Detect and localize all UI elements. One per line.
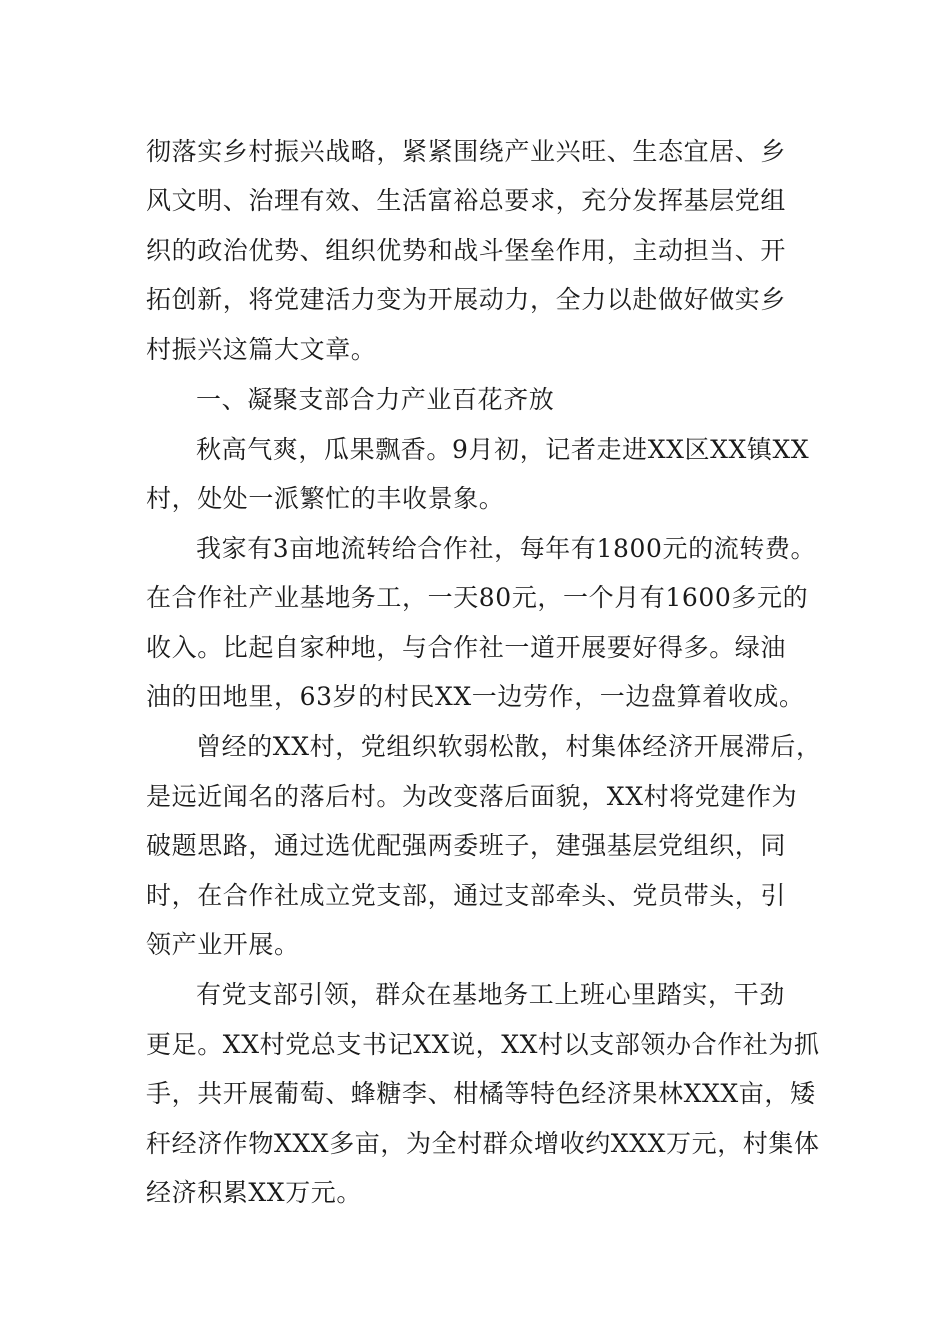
text-line: 织的政治优势、组织优势和战斗堡垒作用，主动担当、开: [146, 236, 787, 265]
text-line: 秋高气爽，瓜果飘香。9月初，记者走进XX区XX镇XX: [196, 435, 810, 464]
text-line: 经济积累XX万元。: [146, 1178, 362, 1207]
text-line: 破题思路，通过选优配强两委班子，建强基层党组织，同: [146, 831, 787, 860]
text-line: 是远近闻名的落后村。为改变落后面貌，XX村将党建作为: [146, 782, 798, 811]
text-line: 油的田地里，63岁的村民XX一边劳作，一边盘算着收成。: [146, 682, 805, 711]
text-line: 村振兴这篇大文章。: [146, 335, 377, 364]
text-line: 曾经的XX村，党组织软弱松散，村集体经济开展滞后，: [196, 732, 822, 761]
text-line: 收入。比起自家种地，与合作社一道开展要好得多。绿油: [146, 633, 787, 662]
text-line: 彻落实乡村振兴战略，紧紧围绕产业兴旺、生态宜居、乡: [146, 137, 787, 166]
text-line: 我家有3亩地流转给合作社，每年有1800元的流转费。: [196, 534, 817, 563]
text-line: 有党支部引领，群众在基地务工上班心里踏实，干劲: [196, 980, 785, 1009]
text-line: 风文明、治理有效、生活富裕总要求，充分发挥基层党组: [146, 186, 787, 215]
text-line: 手，共开展葡萄、蜂糖李、柑橘等特色经济果林XXX亩，矮: [146, 1079, 816, 1108]
text-line: 在合作社产业基地务工，一天80元，一个月有1600多元的: [146, 583, 809, 612]
section-heading: 一、凝聚支部合力产业百花齐放: [196, 385, 555, 414]
text-line: 时，在合作社成立党支部，通过支部牵头、党员带头，引: [146, 881, 787, 910]
text-line: 更足。XX村党总支书记XX说，XX村以支部领办合作社为抓: [146, 1030, 820, 1059]
text-line: 领产业开展。: [146, 930, 300, 959]
text-line: 拓创新，将党建活力变为开展动力，全力以赴做好做实乡: [146, 285, 787, 314]
text-line: 秆经济作物XXX多亩，为全村群众增收约XXX万元，村集体: [146, 1129, 820, 1158]
text-line: 村，处处一派繁忙的丰收景象。: [146, 484, 505, 513]
